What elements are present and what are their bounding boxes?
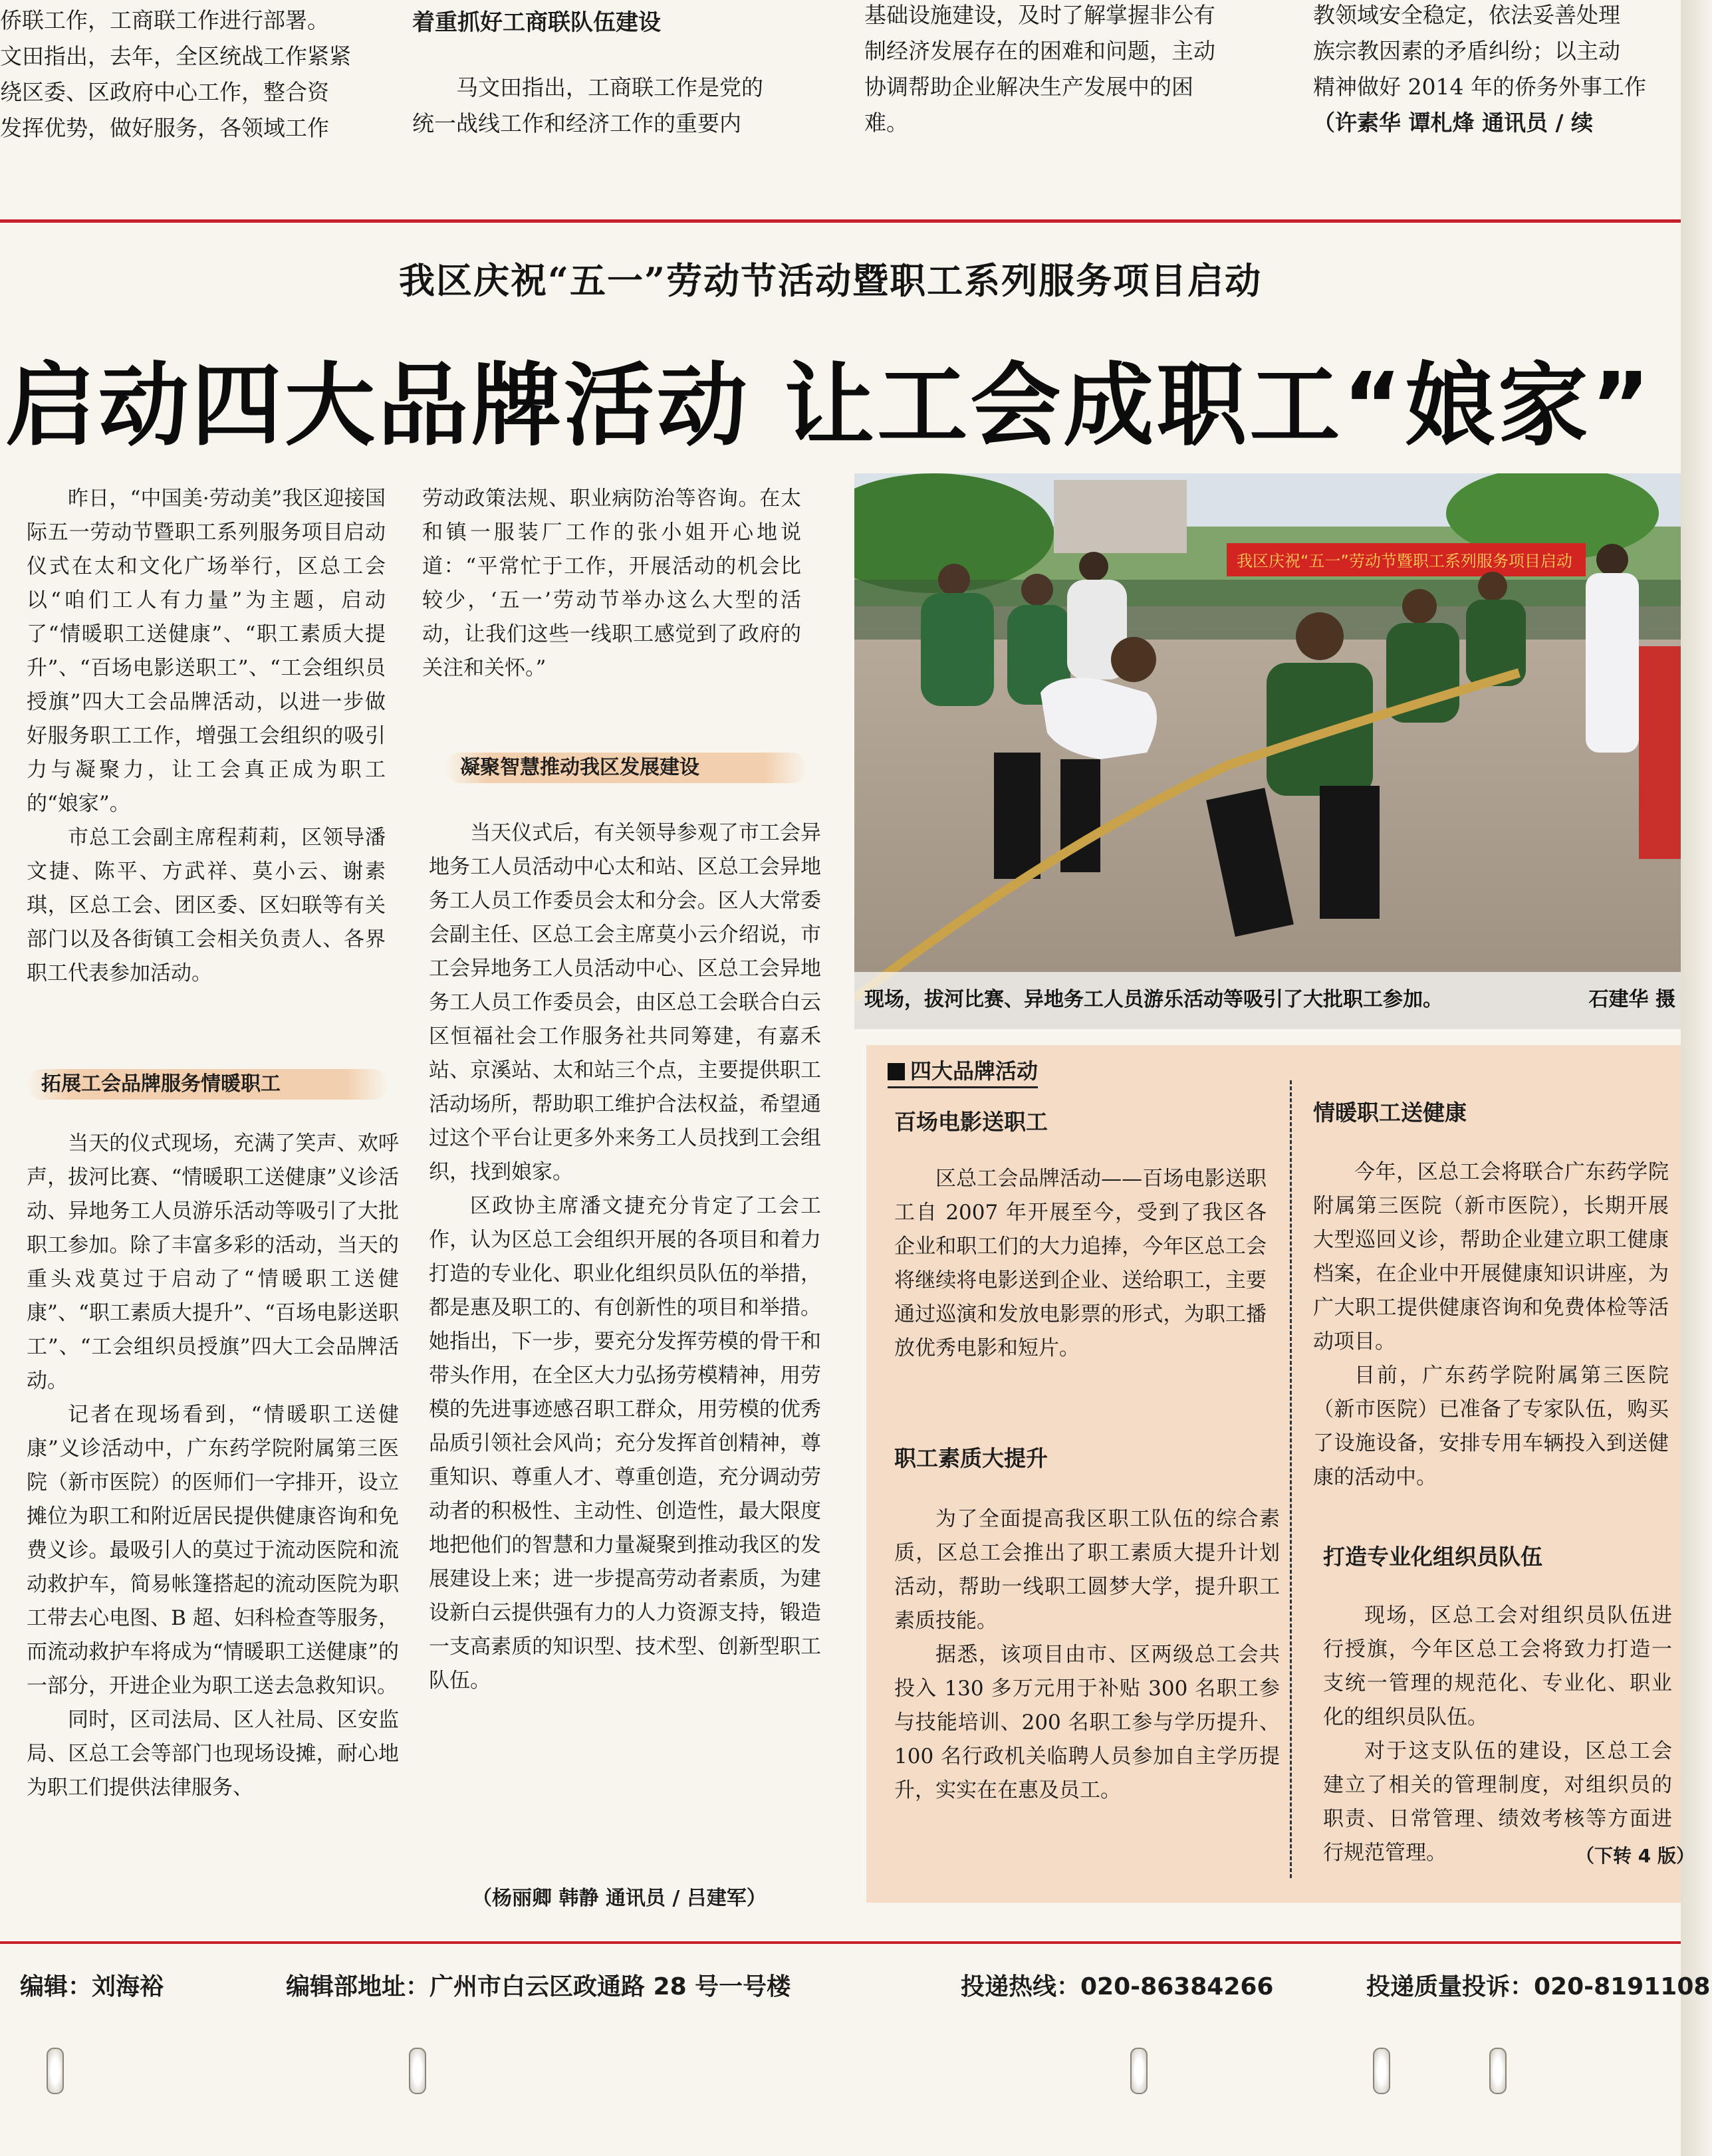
footer-editor: 编辑：刘海裕 bbox=[20, 1973, 164, 2000]
page-edge bbox=[1681, 0, 1712, 2156]
photo-illustration bbox=[854, 473, 1681, 1029]
col1-text-b: 当天的仪式现场，充满了笑声、欢呼声，拔河比赛、“情暖职工送健康”义诊活动、异地务工人员游乐活动等吸引了大批职工参加。除了丰富多彩的活动，当天的重头戏莫过于启动了“情暖职工送健康”、“职工素质大提升”、“百场电影送职工”、“工会组织员授旗”四大工会品牌活动。 记者在现场看到，“情暖职工送健康”义诊活动中，广东药学院附属第三医院（新市医院）的医师们一字排开，设立摊位为职工和附近居民提供健康咨询和免费义诊。最吸引人的莫过于流动医院和流动救护车，简易帐篷搭起的流动医院为职工带去心电图、B 超、妇科检查等服务，而流动救护车将成为“情暖职工送健康”的一部分，开进企业为职工送去急救知识。 同时，区司法局、区人社局、区安监局、区总工会等部门也现场设摊，耐心地为职工们提供法律服务、 bbox=[27, 1132, 399, 1800]
col2-text-b: 当天仪式后，有关领导参观了市工会异地务工人员活动中心太和站、区总工会异地务工人员工作委员会太和分会。区人大常委会副主任、区总工会主席莫小云介绍说，市工会异地务工人员活动中心、区总工会异地务工人员工作委员会，由区总工会联合白云区恒福社会工作服务社共同筹建，有嘉禾站、京溪站、太和站三个点，主要提供职工活动场所，帮助职工维护合法权益，希望通过这个平台让更多外来务工人员找到工会组织，找到娘家。 区政协主席潘文捷充分肯定了工会工作，认为区总工会组织开展的各项目和着力打造的专业化、职业化组织员队伍的举措，都是惠及职工的、有创新性的项目和举措。她指出，下一步，要充分发挥劳模的骨干和带头作用，在全区大力弘扬劳模精神，用劳模的先进事迹感召职工群众，用劳模的优秀品质引领社会风尚；充分发挥首创精神，尊重知识、尊重人才、尊重创造，充分调动劳动者的积极性、主动性、创造性，最大限度地把他们的智慧和力量凝聚到推动我区的发展建设上来；进一步提高劳动者素质，为建设新白云提供强有力的人力资源支持，锻造一支高素质的知识型、技术型、创新型职工队伍。 bbox=[429, 821, 821, 1693]
footer-complaint: 投递质量投诉：020-8191108 bbox=[1366, 1973, 1711, 2000]
continued-note: （下转 4 版） bbox=[1576, 1845, 1695, 1867]
tug-of-war-photo bbox=[854, 473, 1681, 1029]
binding-hole bbox=[409, 2048, 426, 2094]
top-col3: 基础设施建设，及时了解掌握非公有 制经济发展存在的困难和问题，主动 协调帮助企业解决生产发展中的困 难。 bbox=[864, 2, 1215, 136]
section-banner-2: 凝聚智慧推动我区发展建设 bbox=[445, 753, 807, 783]
section-banner-1: 拓展工会品牌服务情暖职工 bbox=[27, 1069, 388, 1100]
photo-credit: 石建华 摄 bbox=[1588, 988, 1675, 1011]
box-divider bbox=[1290, 1080, 1292, 1878]
binding-hole bbox=[1130, 2048, 1148, 2094]
box-heading-organizers: 打造专业化组织员队伍 bbox=[1323, 1544, 1542, 1570]
box-tag: 四大品牌活动 bbox=[888, 1054, 1038, 1088]
top-col2-heading: 着重抓好工商联队伍建设 bbox=[412, 9, 661, 36]
article-byline: （杨丽卿 韩静 通讯员 / 吕建军） bbox=[472, 1887, 767, 1910]
box-heading-movies: 百场电影送职工 bbox=[894, 1109, 1048, 1135]
box-text-movies: 区总工会品牌活动——百场电影送职工自 2007 年开展至今，受到了我区各企业和职工们的大力追捧，今年区总工会将继续将电影送到企业、送给职工，主要通过巡演和发放电影票的形式，为职工播放优秀电影和短片。 bbox=[894, 1167, 1267, 1360]
binding-hole bbox=[1373, 2048, 1390, 2094]
footer-hotline: 投递热线：020-86384266 bbox=[961, 1973, 1274, 2000]
banner-sign-text: 我区庆祝“五一”劳动节暨职工系列服务项目启动 bbox=[1237, 552, 1572, 570]
photo-caption bbox=[864, 983, 1675, 1012]
box-text-skills: 为了全面提高我区职工队伍的综合素质，区总工会推出了职工素质大提升计划活动，帮助一线职工圆梦大学，提升职工素质技能。 据悉，该项目由市、区两级总工会共投入 130 多万元用于补贴 300 名职工参与技能培训、200 名职工参与学历提升、100 名行政机关临聘人员参加自主学历提升，实实在在惠及员工。 bbox=[894, 1507, 1280, 1802]
box-heading-skills: 职工素质大提升 bbox=[894, 1445, 1048, 1471]
square-bullet-icon bbox=[888, 1063, 905, 1080]
top-col2: 马文田指出，工商联工作是党的 统一战线工作和经济工作的重要内 bbox=[412, 74, 763, 136]
col2-text-a: 劳动政策法规、职业病防治等咨询。在太和镇一服装厂工作的张小姐开心地说道：“平常忙于工作，开展活动的机会比较少，‘五一’劳动节举办这么大型的活动，让我们这些一线职工感觉到了政府的关注和关怀。” bbox=[422, 487, 801, 680]
article-headline: 启动四大品牌活动 让工会成职工“娘家” bbox=[5, 354, 1653, 459]
photo-caption-text: 现场，拔河比赛、异地务工人员游乐活动等吸引了大批职工参加。 bbox=[864, 988, 1443, 1011]
binding-hole bbox=[1489, 2048, 1507, 2094]
box-heading-health: 情暖职工送健康 bbox=[1313, 1100, 1467, 1126]
red-rule-top bbox=[0, 219, 1681, 223]
col1-text-a: 昨日，“中国美·劳动美”我区迎接国际五一劳动节暨职工系列服务项目启动仪式在太和文化广场举行，区总工会以“咱们工人有力量”为主题，启动了“情暖职工送健康”、“职工素质大提升”、“百场电影送职工”、“工会组织员授旗”四大工会品牌活动，以进一步做好服务职工工作，增强工会组织的吸引力与凝聚力，让工会真正成为职工的“娘家”。 市总工会副主席程莉莉，区领导潘文捷、陈平、方武祥、莫小云、谢素琪，区总工会、团区委、区妇联等有关部门以及各街镇工会相关负责人、各界职工代表参加活动。 bbox=[27, 487, 386, 985]
top-col4: 教领域安全稳定，依法妥善处理 族宗教因素的矛盾纠纷；以主动 精神做好 2014 年的侨务外事工作 （许素华 谭札烽 通讯员 / 续 bbox=[1313, 0, 1675, 157]
top-col1: 侨联工作，工商联工作进行部署。 文田指出，去年，全区统战工作紧紧 绕区委、区政府中心工作，整合资 发挥优势，做好服务，各领域工作 bbox=[0, 7, 351, 141]
box-text-health: 今年，区总工会将联合广东药学院附属第三医院（新市医院），长期开展大型巡回义诊，帮助企业建立职工健康档案，在企业中开展健康知识讲座，为广大职工提供健康咨询和免费体检等活动项目。 目前，广东药学院附属第三医院（新市医院）已准备了专家队伍，购买了设施设备，安排专用车辆投入到送健康的活动中。 bbox=[1313, 1160, 1669, 1489]
binding-hole bbox=[47, 2048, 64, 2094]
box-text-organizers: 现场，区总工会对组织员队伍进行授旗，今年区总工会将致力打造一支统一管理的规范化、专业化、职业化的组织员队伍。 对于这支队伍的建设，区总工会建立了相关的管理制度，对组织员的职责、日常管理、绩效考核等方面进行规范管理。 bbox=[1323, 1604, 1672, 1865]
top-col4-byline: （许素华 谭札烽 通讯员 / 续 bbox=[1313, 110, 1594, 136]
footer-address: 编辑部地址：广州市白云区政通路 28 号一号楼 bbox=[286, 1973, 791, 2000]
red-rule-footer bbox=[0, 1941, 1681, 1944]
article-kicker: 我区庆祝“五一”劳动节活动暨职工系列服务项目启动 bbox=[399, 259, 1263, 302]
